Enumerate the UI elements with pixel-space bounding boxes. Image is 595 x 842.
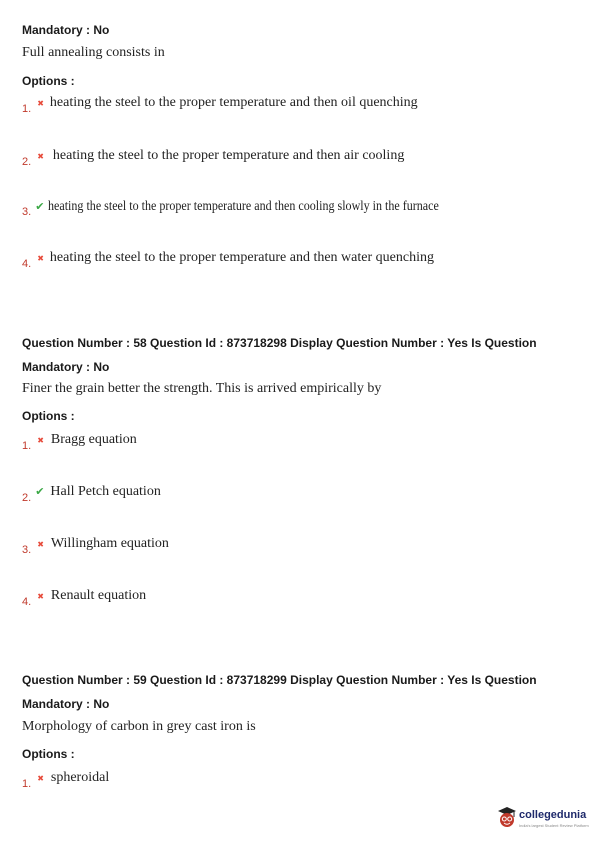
q58-header: Question Number : 58 Question Id : 873718298 Display Question Number : Yes Is Question <box>22 336 537 350</box>
q59-header: Question Number : 59 Question Id : 873718299 Display Question Number : Yes Is Question <box>22 673 537 687</box>
option-text: Bragg equation <box>50 432 137 447</box>
q57-option-2 <box>22 146 405 168</box>
wrong-cross-icon: ✖ <box>37 540 44 549</box>
option-number: 2. <box>22 156 32 168</box>
q58-question-text: Finer the grain better the strength. This is arrived empirically by <box>22 381 382 396</box>
option-number: 1. <box>22 440 32 452</box>
option-text: heating the steel to the proper temperature and then oil quenching <box>49 95 418 110</box>
wrong-cross-icon: ✖ <box>37 436 44 445</box>
option-number: 3. <box>22 206 32 218</box>
q57-question-text: Full annealing consists in <box>22 45 165 60</box>
wrong-cross-icon: ✖ <box>37 774 44 783</box>
wrong-cross-icon: ✖ <box>37 99 44 108</box>
option-number: 1. <box>22 778 32 790</box>
option-text: Willingham equation <box>50 536 169 551</box>
q57-options-label: Options : <box>22 74 75 88</box>
wrong-cross-icon: ✖ <box>37 592 44 601</box>
option-number: 2. <box>22 492 32 504</box>
option-number: 3. <box>22 544 32 556</box>
option-text: heating the steel to the proper temperature and then cooling slowly in the furnace <box>48 199 440 214</box>
q58-mandatory: Mandatory : No <box>22 360 110 374</box>
option-number: 4. <box>22 596 32 608</box>
option-number: 1. <box>22 103 32 115</box>
logo-wordmark: collegedunia <box>519 809 587 821</box>
option-text: Hall Petch equation <box>50 484 161 499</box>
q59-options-label: Options : <box>22 747 75 761</box>
q57-option-1 <box>22 93 418 115</box>
graduate-face-icon <box>497 806 517 830</box>
wrong-cross-icon: ✖ <box>37 254 44 263</box>
option-text: heating the steel to the proper temperature and then water quenching <box>49 250 434 265</box>
option-number: 4. <box>22 258 32 270</box>
correct-check-icon: ✔ <box>35 200 45 213</box>
q58-option-2 <box>22 482 161 504</box>
q59-question-text: Morphology of carbon in grey cast iron is <box>22 719 256 734</box>
option-text: heating the steel to the proper temperature and then air cooling <box>52 148 405 163</box>
q57-option-4 <box>22 248 434 270</box>
option-text: spheroidal <box>50 770 110 785</box>
wrong-cross-icon: ✖ <box>37 152 44 161</box>
option-text: Renault equation <box>50 588 147 603</box>
q58-options-label: Options : <box>22 409 75 423</box>
q58-option-1 <box>22 430 137 452</box>
q58-option-4 <box>22 586 147 608</box>
q59-option-1 <box>22 768 110 790</box>
q57-option-3 <box>22 197 503 218</box>
q58-option-3 <box>22 534 169 556</box>
q59-mandatory: Mandatory : No <box>22 697 110 711</box>
q57-mandatory: Mandatory : No <box>22 23 110 37</box>
correct-check-icon: ✔ <box>35 485 45 498</box>
logo-tagline: India's largest Student Review Platform <box>519 823 589 828</box>
collegedunia-logo <box>497 804 589 834</box>
